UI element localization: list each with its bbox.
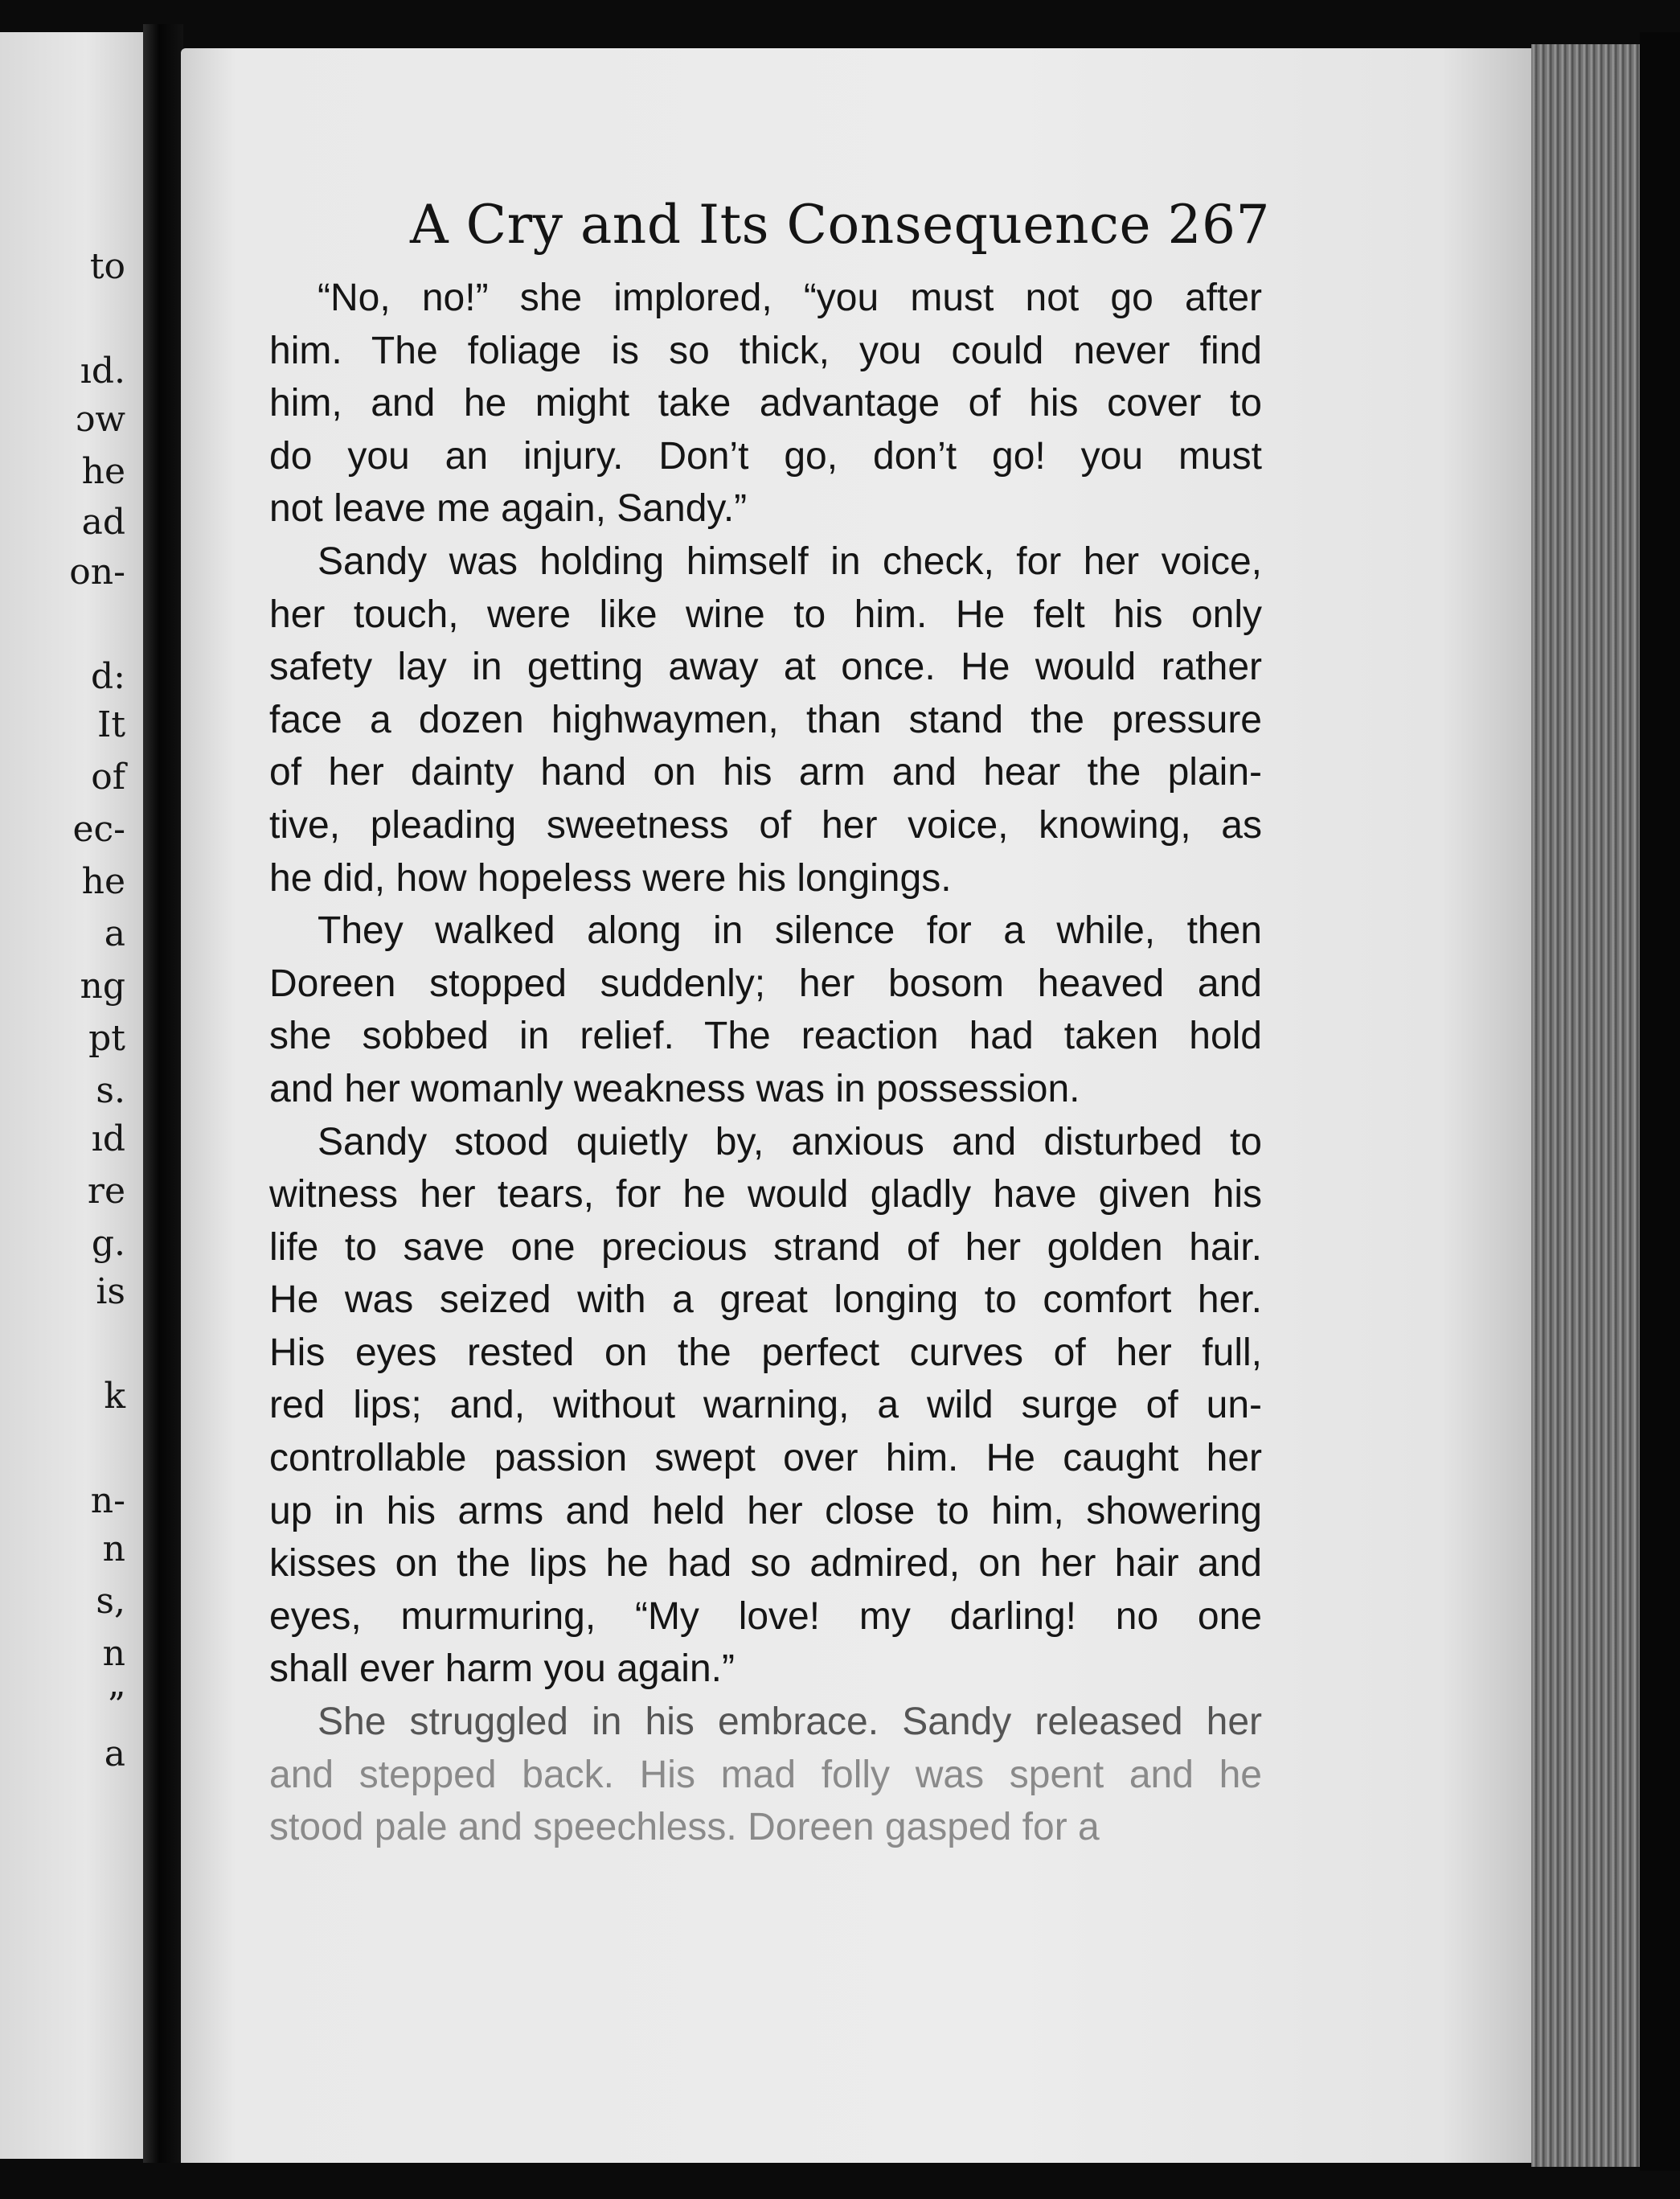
facing-page-fragment: ıd. (80, 351, 125, 392)
paragraph (269, 1116, 1262, 1696)
text-line: They walked along in silence for a while, then (318, 909, 1262, 953)
facing-page-fragment: n (102, 1528, 125, 1569)
text-line: tive, pleading sweetness of her voice, knowing, as (269, 803, 1262, 847)
facing-page-fragment: he (81, 451, 125, 492)
chapter-title: A Cry and Its Consequence (410, 194, 1151, 256)
facing-page-fragment: d: (91, 656, 125, 697)
text-line: “No, no!” she implored, “you must not go after (318, 277, 1262, 319)
facing-page-fragment: ” (107, 1685, 125, 1726)
text-line: she sobbed in relief. The reaction had taken hold (269, 1015, 1262, 1058)
text-line: not leave me again, Sandy.” (269, 487, 748, 531)
body-text (269, 272, 1262, 1854)
facing-page-fragment: a (104, 913, 125, 954)
text-line: do you an injury. Don’t go, don’t go! you must (269, 434, 1262, 478)
facing-page-fragment: k (104, 1376, 125, 1417)
facing-page-fragment: g. (91, 1223, 125, 1264)
facing-page-fragment: pt (88, 1018, 125, 1059)
text-line: him. The foliage is so thick, you could never find (269, 329, 1262, 372)
text-line: He was seized with a great longing to comfort her. (269, 1278, 1262, 1322)
text-line: and stepped back. His mad folly was spent and he (269, 1753, 1262, 1796)
text-line: Sandy was holding himself in check, for her voice, (318, 539, 1262, 583)
facing-page-fragment: to (89, 246, 125, 287)
text-line: life to save one precious strand of her golden hair. (269, 1225, 1262, 1269)
text-line: her touch, were like wine to him. He felt his only (269, 593, 1262, 636)
facing-page-fragment: is (96, 1271, 125, 1312)
text-line: up in his arms and held her close to him, showering (269, 1489, 1262, 1532)
facing-page-fragment: ıd (91, 1118, 125, 1159)
text-line: and her womanly weakness was in possession. (269, 1067, 1080, 1110)
page-edges (1531, 44, 1640, 2167)
text-line: witness her tears, for he would gladly have given his (269, 1173, 1262, 1216)
text-line: controllable passion swept over him. He caught her (269, 1437, 1262, 1480)
text-line: kisses on the lips he had so admired, on her hair and (269, 1542, 1262, 1586)
facing-page-fragment: he (81, 861, 125, 902)
text-line: shall ever harm you again.” (269, 1647, 735, 1691)
facing-page-fragment: s. (96, 1070, 125, 1111)
facing-page-fragment: ad (81, 502, 125, 543)
text-line: he did, how hopeless were his longings. (269, 856, 952, 900)
text-line: safety lay in getting away at once. He would rather (269, 646, 1262, 689)
text-line: eyes, murmuring, “My love! my darling! no one (269, 1594, 1262, 1638)
facing-page-fragment: ng (80, 966, 125, 1007)
facing-page-fragment: of (91, 757, 125, 798)
text-line: of her dainty hand on his arm and hear the plain- (269, 751, 1262, 794)
facing-page-fragment: re (87, 1171, 125, 1212)
paragraph (269, 1696, 1262, 1854)
text-line: face a dozen highwaymen, than stand the pressure (269, 698, 1262, 741)
facing-page-fragment: n- (90, 1480, 125, 1521)
paragraph (269, 905, 1262, 1115)
page-edge-shadow (1640, 32, 1680, 2171)
page-number: 267 (1167, 194, 1270, 256)
facing-page (0, 32, 143, 2159)
book-gutter (143, 24, 183, 2163)
text-line: Sandy stood quietly by, anxious and disturbed to (318, 1120, 1262, 1163)
facing-page-fragment: It (96, 704, 125, 745)
text-line: red lips; and, without warning, a wild surge of un- (269, 1384, 1262, 1427)
facing-page-fragment: a (104, 1733, 125, 1774)
text-line: His eyes rested on the perfect curves of her full, (269, 1331, 1262, 1374)
text-line: Doreen stopped suddenly; her bosom heaved and (269, 962, 1262, 1005)
text-line: stood pale and speechless. Doreen gasped for a (269, 1806, 1100, 1849)
paragraph (269, 272, 1262, 535)
facing-page-fragment: ɔw (75, 399, 125, 440)
facing-page-fragment: ec- (72, 809, 125, 850)
facing-page-fragment: s, (96, 1581, 125, 1622)
text-line: him, and he might take advantage of his cover to (269, 382, 1262, 425)
paragraph (269, 535, 1262, 905)
text-line: She struggled in his embrace. Sandy released her (318, 1701, 1262, 1744)
running-header (410, 189, 1270, 261)
facing-page-fragment: n (102, 1633, 125, 1674)
facing-page-fragment: on- (69, 552, 125, 593)
